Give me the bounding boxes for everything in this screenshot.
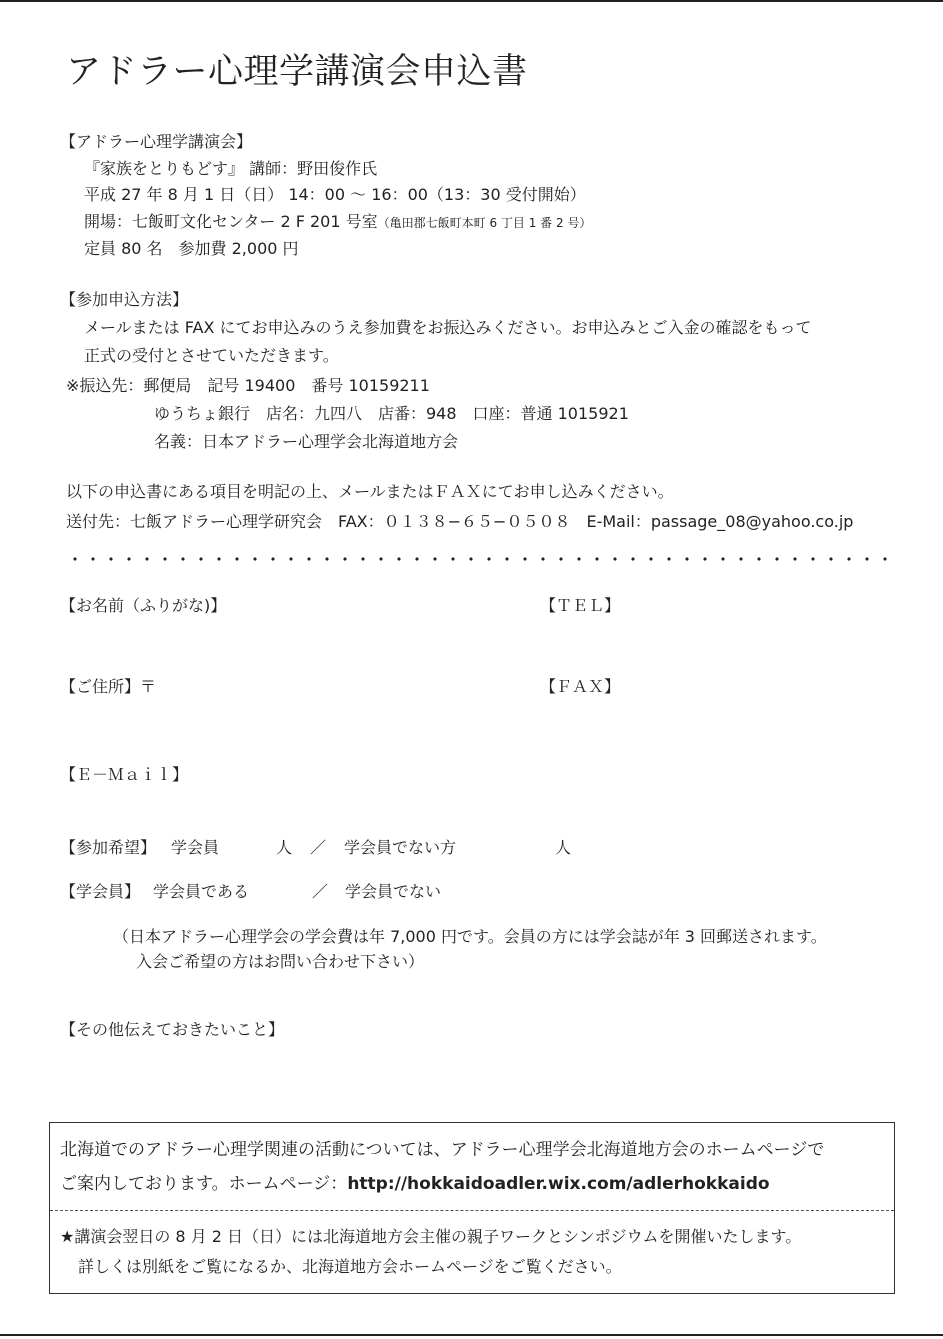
info-box-dashed-divider [50, 1210, 894, 1211]
top-rule [0, 0, 943, 2]
lecture-venue-line [84, 212, 591, 233]
lecture-heading: 【アドラー心理学講演会】 [60, 132, 253, 151]
dotted-separator [66, 552, 892, 566]
method-line-2: 正式の受付とさせていただきます。 [84, 346, 339, 365]
not-member-option: 学会員でない [345, 882, 442, 901]
info-box-line-1: 北海道でのアドラー心理学関連の活動については、アドラー心理学会北海道地方会のホームページで [60, 1140, 825, 1160]
fee-note-line-1: （日本アドラー心理学会の学会費は年 7,000 円です。会員の方には学会誌が年 3 回郵送されます。 [113, 927, 827, 946]
address-field-label: 【ご住所】〒 [60, 677, 157, 696]
transfer-postal: ※振込先：郵便局 記号 19400 番号 10159211 [66, 376, 430, 395]
membership-label: 【学会員】 [60, 882, 141, 901]
homepage-url-link[interactable]: http://hokkaidoadler.wix.com/adlerhokkaido [347, 1174, 770, 1194]
membership-slash: ／ [312, 882, 329, 901]
member-option: 学会員 [171, 838, 220, 857]
fee-note-line-2: 入会ご希望の方はお問い合わせ下さい） [136, 952, 425, 971]
symposium-note-line-1: ★講演会翌日の 8 月 2 日（日）には北海道地方会主催の親子ワークとシンポジウムを開催いたします。 [60, 1227, 802, 1246]
symposium-note-line-2: 詳しくは別紙をご覧になるか、北海道地方会ホームページをご覧ください。 [78, 1257, 622, 1276]
capacity-fee-line: 定員 80 名 参加費 2,000 円 [84, 239, 299, 258]
method-line-1: メールまたは FAX にてお申込みのうえ参加費をお振込みください。お申込みとご入金の確認をもって [84, 318, 812, 337]
info-box-line-2 [60, 1174, 770, 1194]
method-heading: 【参加申込方法】 [60, 290, 189, 309]
page-title: アドラー心理学講演会申込書 [66, 52, 528, 92]
tel-field-label: 【ＴＥＬ】 [540, 596, 621, 615]
lecture-date-line: 平成 27 年 8 月 1 日（日） 14：00 ～ 16：00（13：30 受付開始） [84, 185, 586, 204]
nonmember-count-unit: 人 [555, 838, 572, 857]
participation-slash: ／ [310, 838, 327, 857]
venue-text: 開場：七飯町文化センター 2 F 201 号室 [84, 212, 378, 231]
transfer-account-name: 名義：日本アドラー心理学会北海道地方会 [154, 432, 459, 451]
lecture-title-line: 『家族をとりもどす』 講師：野田俊作氏 [84, 159, 378, 178]
nonmember-option: 学会員でない方 [344, 838, 457, 857]
instruction-contact-line: 送付先：七飯アドラー心理学研究会 FAX：０１３８−６５−０５０８ E-Mail：passage_08@yahoo.co.jp [66, 512, 854, 531]
transfer-bank: ゆうちょ銀行 店名：九四八 店番：948 口座：普通 1015921 [154, 404, 629, 423]
is-member-option: 学会員である [153, 882, 250, 901]
venue-address-note: （亀田郡七飯町本町 6 丁目 1 番 2 号） [377, 216, 592, 230]
homepage-prefix: ご案内しております。ホームページ： [60, 1174, 348, 1194]
member-count-unit: 人 [276, 838, 293, 857]
instruction-line-1: 以下の申込書にある項目を明記の上、メールまたはＦＡＸにてお申し込みください。 [66, 482, 674, 501]
email-field-label: 【Ｅ－Ｍａｉｌ】 [60, 765, 189, 784]
fax-field-label: 【ＦＡＸ】 [540, 677, 621, 696]
name-field-label: 【お名前（ふりがな)】 [60, 596, 227, 615]
bottom-rule [0, 1334, 943, 1336]
participation-label: 【参加希望】 [60, 838, 157, 857]
other-comments-label: 【その他伝えておきたいこと】 [60, 1020, 285, 1039]
